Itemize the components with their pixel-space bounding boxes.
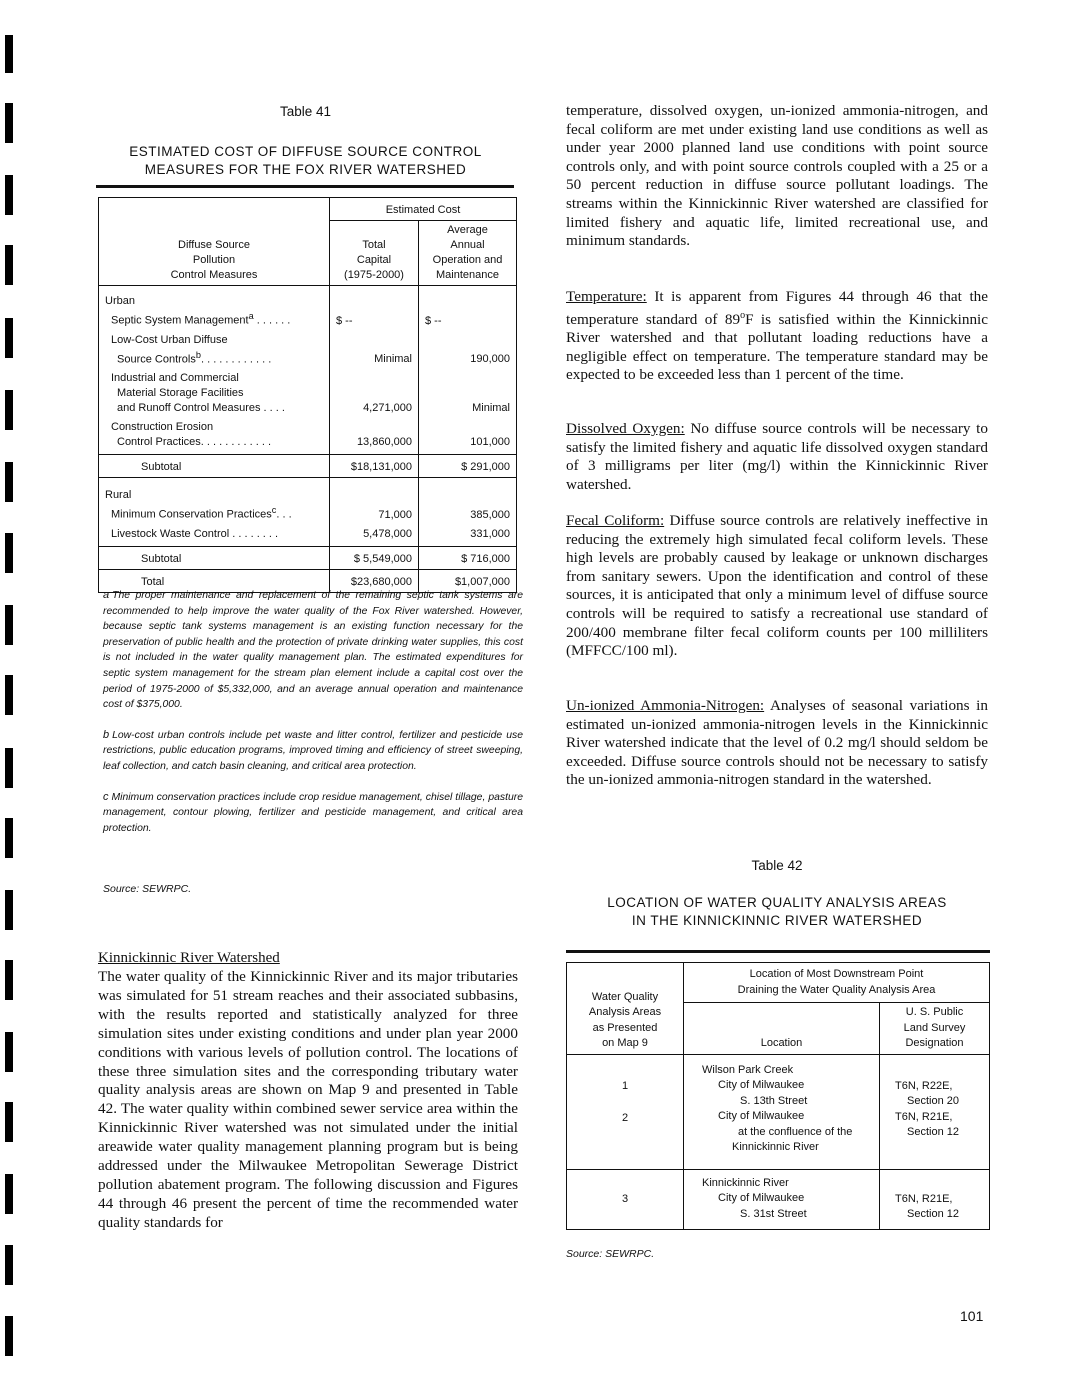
label-text: Material Storage Facilities	[117, 387, 244, 400]
table-42-title-line: LOCATION OF WATER QUALITY ANALYSIS AREAS	[607, 895, 947, 910]
cell-area	[567, 1054, 684, 1169]
section-label: Urban	[105, 295, 135, 307]
cell-om: 385,000	[419, 478, 517, 525]
row-label	[99, 478, 330, 525]
designation-text: T6N, R21E,	[895, 1110, 953, 1123]
designation-text: T6N, R21E,	[895, 1192, 953, 1205]
location-text: City of Milwaukee	[718, 1192, 805, 1204]
location-text: at the confluence of the	[738, 1125, 853, 1138]
location-text: Kinnickinnic River	[732, 1141, 819, 1153]
footnote-ref: c	[271, 505, 277, 516]
margin-mark	[5, 675, 13, 715]
margin-mark	[5, 390, 13, 430]
intro-paragraph: temperature, dissolved oxygen, un-ionized ammonia-nitrogen, and fecal coliform are met under existing land use conditions as well as under year 2000 planned land use conditions with point source controls only, and with point source controls coupled with a 25 or a 50 percent reduction in diffuse source pollutant loadings. The streams within the Kinnickinnic River watershed are classified for limited fishery and aquatic life, limited recreational use, and minimum standards.	[566, 102, 988, 250]
designation-text: Section 20	[907, 1095, 959, 1107]
table-42-title	[566, 894, 988, 930]
header-text: Annual	[450, 239, 485, 251]
section-heading-kinnickinnic: Kinnickinnic River Watershed	[98, 950, 280, 966]
paragraph-text: No diffuse source controls will be necessary to satisfy the limited fishery and aquatic life dissolved oxygen standard of 3 milligrams per liter (mg/l) within the Kinnickinnic River watershed.	[566, 420, 988, 493]
label-text: Construction Erosion	[111, 421, 214, 434]
row-label	[99, 286, 330, 331]
leader-dots: . . . . . .	[253, 314, 291, 327]
cell-om: $ 716,000	[419, 546, 517, 569]
cell-capital: 5,478,000	[330, 525, 419, 547]
margin-mark	[5, 35, 13, 73]
waterway-name: Wilson Park Creek	[702, 1063, 794, 1076]
header-capital	[330, 221, 419, 286]
kinnickinnic-body: The water quality of the Kinnickinnic River and its major tributaries was simulated for 51 stream reaches and their associated subbasins, with the results reported and statistically analyzed for three simulation sites under existing conditions and under plan year 2000 conditions with various levels of pollution control. The locations of these three simulation sites and the corresponding tributary water quality analysis areas are shown on Map 9 and presented in Table 42. The water quality within combined sewer service area within the Kinnickinnic River watershed was not simulated under the initial areawide water quality management planning program but is being addressed under the Milwaukee Metropolitan Sewerage District pollution abatement program. The following discussion and Figures 44 through 46 present the percent of time the recommended water quality standards for	[98, 968, 518, 1231]
designation-text: Section 12	[907, 1126, 959, 1138]
cell-om: 190,000	[419, 331, 517, 370]
header-text: as Presented	[592, 1021, 658, 1034]
label-text: Minimum Conservation Practices	[111, 508, 272, 521]
paragraph-heading: Temperature:	[566, 288, 647, 305]
cell-capital: $ 5,549,000	[330, 546, 419, 569]
cell-om: Minimal	[419, 369, 517, 418]
header-text: Capital	[356, 254, 392, 266]
margin-mark	[5, 1245, 13, 1285]
header-text: Water Quality	[591, 990, 659, 1003]
margin-mark	[5, 175, 13, 215]
cell-capital: 4,271,000	[330, 369, 419, 418]
paragraph-text: F is satisfied within the Kinnickinnic River watershed and that pollutant loading reductions have a negligible effect on temperature. The temperature standard may be expected to be exceeded less than 1 percent of the time.	[566, 310, 988, 384]
margin-mark	[5, 1174, 13, 1214]
table-41-title	[98, 143, 513, 179]
table-41-title-line: ESTIMATED COST OF DIFFUSE SOURCE CONTROL	[129, 144, 482, 159]
total-label: Total	[99, 569, 330, 592]
table-row	[99, 525, 517, 547]
cell-om: $ 291,000	[419, 455, 517, 478]
header-text: on Map 9	[602, 1037, 648, 1049]
footnote-ref: a	[248, 311, 254, 321]
header-text: U. S. Public	[905, 1006, 964, 1018]
row-label: Livestock Waste Control . . . . . . . .	[99, 525, 330, 547]
location-text: City of Milwaukee	[718, 1079, 805, 1091]
cell-area: 3	[567, 1169, 684, 1229]
margin-mark	[5, 1032, 13, 1072]
table-row	[99, 455, 517, 478]
header-text: Diffuse Source	[178, 239, 250, 251]
paragraph-text: Analyses of seasonal variations in estimated un-ionized ammonia-nitrogen levels in the Kinnickinnic River watershed indicate that the level of 0.2 mg/l should seldom be exceeded. Diffuse source controls should not be necessary to satisfy the un-ionized ammonia-nitrogen standard in the watershed.	[566, 697, 988, 789]
table-row	[99, 478, 517, 525]
location-text: S. 13th Street	[740, 1094, 808, 1107]
header-text: Designation	[905, 1037, 964, 1049]
table-row	[99, 369, 517, 418]
paragraph-heading: Dissolved Oxygen:	[566, 420, 685, 437]
row-label-text	[105, 309, 323, 329]
cell-location	[684, 1054, 880, 1169]
paragraph-heading: Un-ionized Ammonia-Nitrogen:	[566, 697, 765, 714]
table-row	[567, 1054, 990, 1169]
paragraph-heading: Fecal Coliform:	[566, 512, 665, 529]
subtotal-label: Subtotal	[99, 546, 330, 569]
header-text: Average	[447, 224, 488, 236]
row-label	[99, 331, 330, 370]
row-label-text	[111, 348, 323, 368]
footnote-a	[103, 588, 523, 713]
header-text: Maintenance	[436, 269, 499, 281]
fecal-coliform-paragraph	[566, 512, 988, 661]
table-row	[99, 331, 517, 370]
label-text: Septic System Management	[111, 314, 249, 327]
location-text: City of Milwaukee	[718, 1110, 805, 1122]
paragraph-text: It is apparent from Figures 44 through 46 that the temperature standard of 89	[566, 288, 988, 328]
footnote-text: The proper maintenance and replacement of the remaining septic tank systems are recommended to help improve the water quality of the Fox River watershed. However, because septic tank systems management is an existing function necessary for the preservation of public health and the protection of private drinking water supplies, this cost is not included in the water quality management plan. The estimated expenditures for septic system management for the stream plan element include a capital cost over the period of 1975-2000 of $5,332,000, and an average annual operation and maintenance cost of $375,000.	[103, 590, 523, 711]
table-41-top-rule	[96, 185, 514, 188]
margin-mark	[5, 462, 13, 502]
margin-mark	[5, 818, 13, 858]
temperature-paragraph	[566, 288, 988, 385]
ammonia-paragraph	[566, 697, 988, 790]
spacer	[572, 1094, 678, 1111]
table-row	[99, 546, 517, 569]
header-downstream-point	[684, 963, 990, 1003]
leader-dots: . . .	[276, 508, 292, 521]
table-41-footnotes	[103, 588, 523, 851]
label-text: Industrial and Commercial	[111, 372, 239, 385]
table-42-location-table	[566, 962, 990, 1230]
designation-text: T6N, R22E,	[895, 1079, 953, 1092]
footnote-b	[103, 728, 523, 775]
area-number: 1	[621, 1079, 629, 1092]
cell-om: 331,000	[419, 525, 517, 547]
cell-designation	[880, 1054, 990, 1169]
margin-mark	[5, 605, 13, 645]
label-text: Low-Cost Urban Diffuse	[111, 333, 228, 346]
subtotal-label: Subtotal	[99, 455, 330, 478]
footnote-mark: c	[103, 790, 109, 803]
margin-mark	[5, 245, 13, 285]
header-text: Location of Most Downstream Point	[749, 968, 924, 980]
cell-capital: 71,000	[330, 478, 419, 525]
table-41-number: Table 41	[279, 104, 332, 119]
footnote-ref: b	[195, 349, 201, 360]
header-text: Total	[362, 239, 386, 251]
margin-mark	[5, 318, 13, 358]
footnote-text: Low-cost urban controls include pet waste and litter control, fertilizer and pesticide use restrictions, public education programs, improved timing and efficiency of street sweeping, leaf collection, and catch basin cleaning, and critical area protection.	[103, 729, 523, 772]
footnote-mark: b	[103, 728, 110, 741]
footnote-text: Minimum conservation practices include crop residue management, chisel tillage, pasture management, contour plowing, fertilizer and pesticide management, and critical area protection.	[103, 791, 523, 834]
header-location: Location	[684, 1003, 880, 1055]
table-42-title-line: IN THE KINNICKINNIC RIVER WATERSHED	[631, 913, 923, 928]
margin-mark	[5, 748, 13, 788]
margin-mark	[5, 890, 13, 930]
header-text: Land Survey	[903, 1021, 966, 1034]
paragraph-text: Diffuse source controls are relatively ineffective in reducing the extremely high simulated fecal coliform levels. These high levels are probably caused by leakage or unknown discharges from sanitary sewers. Upon the identification and control of these sources, it is anticipated that only a minimum level of diffuse source controls will be required to satisfy a recreational use standard of 200/400 membrane filter fecal coliform counts per 100 milliliters (MFFCC/100 ml).	[566, 512, 988, 660]
header-text: Operation and	[432, 254, 503, 266]
header-areas	[567, 963, 684, 1055]
label-text: Control Practices. . . . . . . . . . . .	[117, 436, 272, 449]
row-label	[99, 418, 330, 455]
header-text: Pollution	[192, 254, 236, 266]
cell-location	[684, 1169, 880, 1229]
header-om	[419, 221, 517, 286]
table-row	[99, 418, 517, 455]
header-estimated-cost: Estimated Cost	[330, 198, 517, 221]
margin-mark	[5, 1102, 13, 1142]
margin-mark	[5, 1316, 13, 1356]
row-label	[99, 369, 330, 418]
footnote-c	[103, 790, 523, 837]
margin-mark	[5, 533, 13, 573]
table-41-title-line: MEASURES FOR THE FOX RIVER WATERSHED	[144, 162, 467, 177]
degree-mark: o	[740, 309, 746, 321]
cell-om: 101,000	[419, 418, 517, 455]
section-label: Rural	[105, 489, 132, 502]
margin-mark	[5, 960, 13, 1000]
cell-designation	[880, 1169, 990, 1229]
label-text: and Runoff Control Measures . . . .	[117, 402, 285, 415]
header-text: Control Measures	[170, 269, 258, 281]
table-42-top-rule	[566, 950, 990, 953]
page-number: 101	[960, 1308, 984, 1324]
leader-dots: . . . . . . . . . . . .	[200, 353, 272, 366]
table-41-cost-table	[98, 197, 517, 593]
designation-text: Section 12	[907, 1208, 959, 1220]
header-survey	[880, 1003, 990, 1055]
cell-capital: 13,860,000	[330, 418, 419, 455]
table-row	[567, 1169, 990, 1229]
spacer	[572, 1127, 678, 1161]
header-text: Analysis Areas	[588, 1006, 662, 1018]
footnote-mark: a	[103, 589, 110, 601]
cell-capital: $ --	[330, 286, 419, 331]
header-text: (1975-2000)	[344, 269, 404, 281]
table-row	[99, 286, 517, 331]
cell-capital: Minimal	[330, 331, 419, 370]
cell-capital: $23,680,000	[330, 569, 419, 592]
table-41-source: Source: SEWRPC.	[103, 883, 192, 895]
waterway-name: Kinnickinnic River	[702, 1176, 789, 1189]
scan-margin-marks	[0, 0, 20, 1380]
cell-om: $ --	[419, 286, 517, 331]
header-text: Draining the Water Quality Analysis Area	[737, 983, 936, 996]
label-text: Source Controls	[117, 353, 196, 366]
table-42-number: Table 42	[751, 858, 803, 873]
header-measures	[99, 198, 330, 286]
table-42-source: Source: SEWRPC.	[566, 1248, 655, 1260]
row-label-text	[105, 503, 323, 523]
cell-capital: $18,131,000	[330, 455, 419, 478]
dissolved-oxygen-paragraph	[566, 420, 988, 494]
cell-om: $1,007,000	[419, 569, 517, 592]
location-text: S. 31st Street	[740, 1207, 807, 1220]
area-number: 2	[621, 1112, 629, 1124]
margin-mark	[5, 103, 13, 143]
